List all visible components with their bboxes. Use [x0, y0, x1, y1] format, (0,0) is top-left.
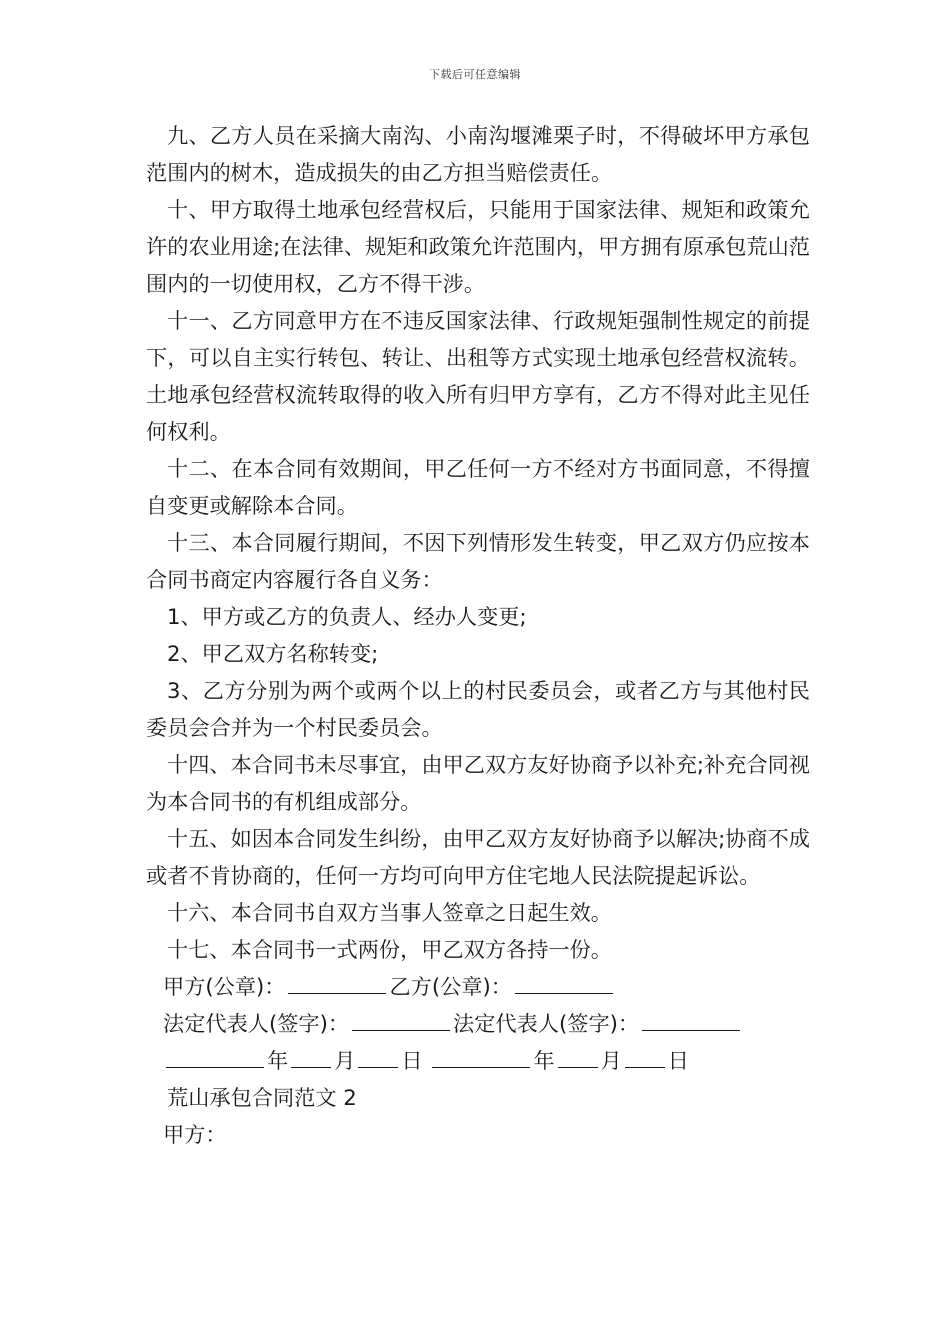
legal-rep-a-label: 法定代表人(签字)：	[163, 1011, 350, 1036]
date-b-month-blank	[558, 1045, 598, 1068]
clause-13-item-1: 1、甲方或乙方的负责人、经办人变更;	[167, 604, 527, 629]
date-b-day-blank	[625, 1045, 665, 1068]
clause-9: 九、乙方人员在采摘大南沟、小南沟堰滩栗子时，不得破坏甲方承包范围内的树木，造成损失的由乙方担当赔偿责任。	[146, 123, 810, 185]
header-note: 下载后可任意编辑	[429, 68, 521, 81]
clause-13: 十三、本合同履行期间，不因下列情形发生转变，甲乙双方仍应按本合同书商定内容履行各自义务：	[146, 530, 810, 592]
legal-rep-b-label: 法定代表人(签字)：	[453, 1011, 640, 1036]
date-a-month-blank	[291, 1045, 331, 1068]
seal-line	[146, 968, 810, 1005]
date-b-year-blank	[432, 1045, 530, 1068]
clause-14: 十四、本合同书未尽事宜，由甲乙双方友好协商予以补充;补充合同视为本合同书的有机组成部分。	[146, 752, 810, 814]
party-b-seal-blank	[515, 971, 613, 994]
clause-11: 十一、乙方同意甲方在不违反国家法律、行政规矩强制性规定的前提下，可以自主实行转包、转让、出租等方式实现土地承包经营权流转。土地承包经营权流转取得的收入所有归甲方享有，乙方不得对此主见任何权利。	[146, 308, 810, 444]
clause-12: 十二、在本合同有效期间，甲乙任何一方不经对方书面同意，不得擅自变更或解除本合同。	[146, 456, 810, 518]
date-a-year-label: 年	[267, 1048, 289, 1073]
clause-17: 十七、本合同书一式两份，甲乙双方各持一份。	[167, 937, 612, 962]
date-a-day-label: 日	[401, 1048, 423, 1073]
date-line	[146, 1042, 810, 1079]
clause-13-item-2: 2、甲乙双方名称转变;	[167, 641, 379, 666]
clause-16: 十六、本合同书自双方当事人签章之日起生效。	[167, 900, 612, 925]
party-a-seal-blank	[288, 971, 386, 994]
party-a-seal-label: 甲方(公章)：	[163, 974, 286, 999]
date-b-month-label: 月	[600, 1048, 622, 1073]
date-a-day-blank	[358, 1045, 398, 1068]
next-section-title: 荒山承包合同范文 2	[167, 1085, 357, 1110]
date-b-day-label: 日	[667, 1048, 689, 1073]
party-b-seal-label: 乙方(公章)：	[389, 974, 512, 999]
clause-15: 十五、如因本合同发生纠纷，由甲乙双方友好协商予以解决;协商不成或者不肯协商的，任何一方均可向甲方住宅地人民法院提起诉讼。	[146, 826, 810, 888]
document-body	[146, 117, 810, 1153]
legal-rep-line	[146, 1005, 810, 1042]
date-a-month-label: 月	[334, 1048, 356, 1073]
date-a-year-blank	[166, 1045, 264, 1068]
next-section-party-a: 甲方：	[163, 1122, 227, 1147]
clause-10: 十、甲方取得土地承包经营权后，只能用于国家法律、规矩和政策允许的农业用途;在法律、规矩和政策允许范围内，甲方拥有原承包荒山范围内的一切使用权，乙方不得干涉。	[146, 197, 810, 296]
clause-13-item-3: 3、乙方分别为两个或两个以上的村民委员会，或者乙方与其他村民委员会合并为一个村民委员会。	[146, 678, 810, 740]
date-b-year-label: 年	[533, 1048, 555, 1073]
legal-rep-b-blank	[642, 1008, 740, 1031]
legal-rep-a-blank	[352, 1008, 450, 1031]
